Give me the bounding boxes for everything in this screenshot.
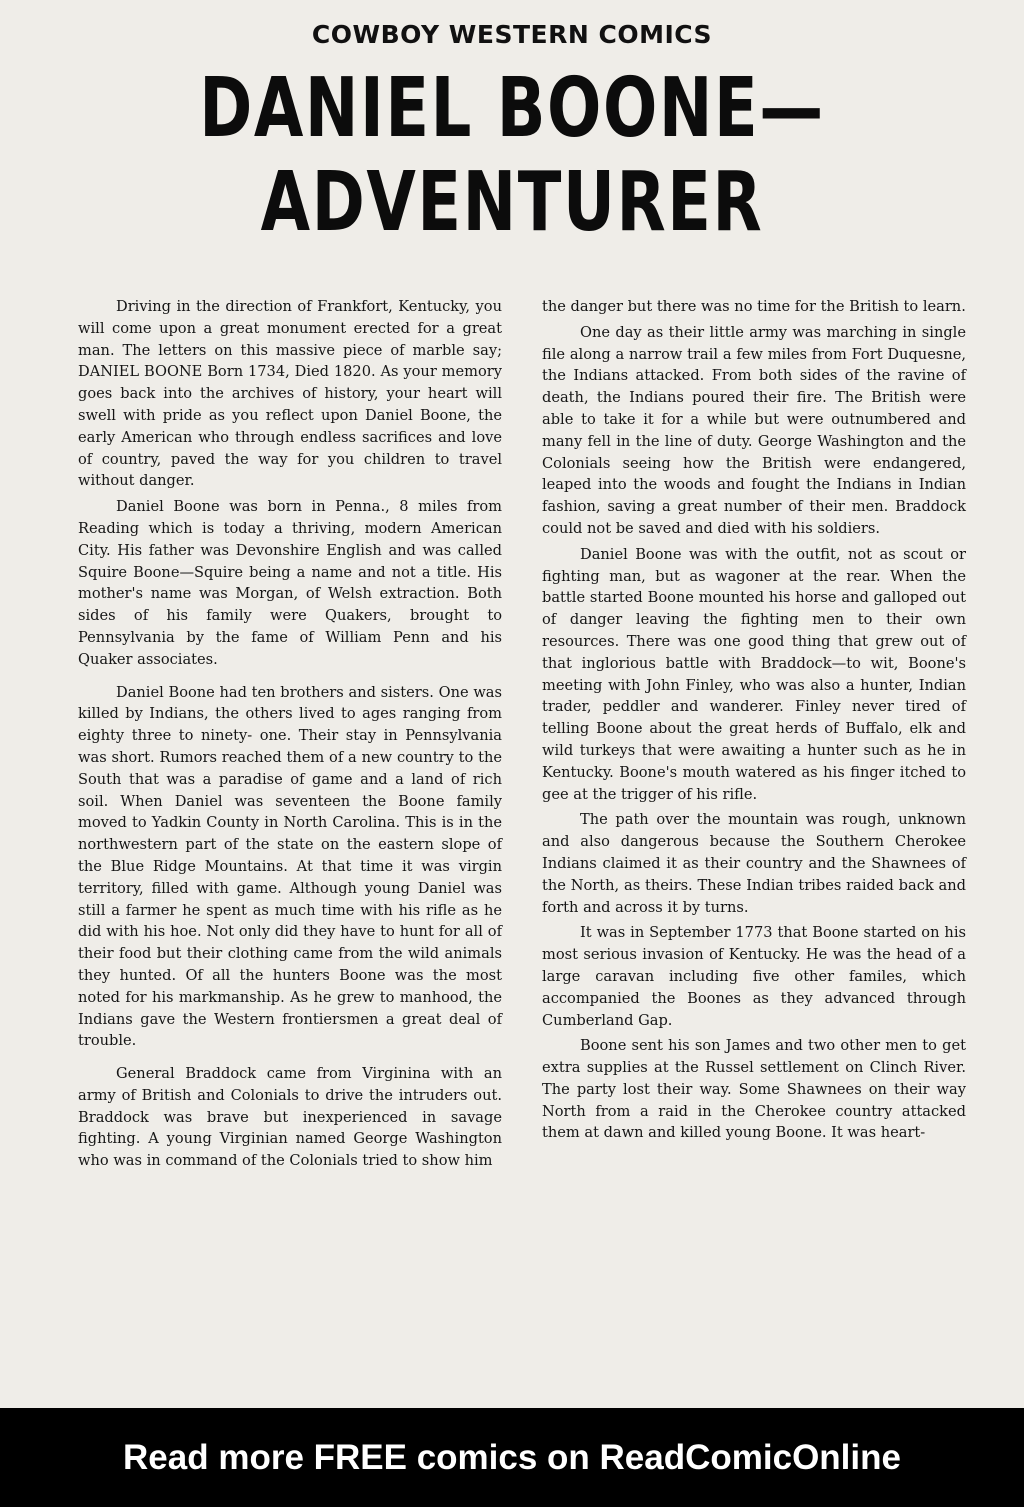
- article-left-column: [78, 296, 502, 1183]
- article-paragraph: Daniel Boone had ten brothers and sisters. One was killed by Indians, the others lived to ages ranging from eighty three to ninety- one. Their stay in Pennsylvania was short. Rumors reached them of a new country to the South that was a paradise of game and a land of rich soil. When Daniel was seventeen the Boone family moved to Yadkin County in North Carolina. This is in the northwestern part of the state on the eastern slope of the Blue Ridge Mountains. At that time it was virgin territory, filled with game. Although young Daniel was still a farmer he spent as much time with his rifle as he did with his hoe. Not only did they have to hunt for all of their food but their clothing came from the wild animals they hunted. Of all the hunters Boone was the most noted for his markmanship. As he grew to manhood, the Indians gave the Western frontiersmen a great deal of trouble.: [78, 683, 502, 1050]
- promo-banner-text[interactable]: Read more FREE comics on ReadComicOnline: [123, 1437, 901, 1477]
- article-paragraph: the danger but there was no time for the British to learn.: [542, 298, 966, 315]
- headline-line-2: ADVENTURER: [260, 155, 764, 250]
- article-paragraph: Boone sent his son James and two other men to get extra supplies at the Russel settlement on Clinch River. The party lost their way. Some Shawnees on their way North from a raid in the Cherokee country attacked them at dawn and killed young Boone. It was heart-: [542, 1037, 966, 1142]
- article-paragraph: One day as their little army was marching in single file along a narrow trail a few miles from Fort Duquesne, the Indians attacked. From both sides of the ravine of death, the Indians poured their fire. The British were able to take it for a while but were outnumbered and many fell in the line of duty. George Washington and the Colonials seeing how the British were endangered, leaped into the woods and fought the Indians in Indian fashion, saving a great number of their men. Braddock could not be saved and died with his soldiers.: [542, 323, 966, 537]
- article-paragraph: Daniel Boone was with the outfit, not as scout or fighting man, but as wagoner at the rear. When the battle started Boone mounted his horse and galloped out of danger leaving the fighting men to their own resources. There was one good thing that grew out of that inglorious battle with Braddock—to wit, Boone's meeting with John Finley, who was also a hunter, Indian trader, peddler and wanderer. Finley never tired of telling Boone about the great herds of Buffalo, elk and wild turkeys that were awaiting a hunter such as he in Kentucky. Boone's mouth watered as his finger itched to gee at the trigger of his rifle.: [542, 545, 966, 803]
- article-paragraph: It was in September 1773 that Boone started on his most serious invasion of Kentucky. He was the head of a large caravan including five other familes, which accompanied the Boones as they advanced through Cumberland Gap.: [542, 924, 966, 1029]
- article-right-column: [542, 296, 966, 1148]
- masthead-title: COWBOY WESTERN COMICS: [311, 20, 713, 49]
- article-paragraph: Daniel Boone was born in Penna., 8 miles from Reading which is today a thriving, modern American City. His father was Devonshire English and was called Squire Boone—Squire being a name and not a title. His mother's name was Morgan, of Welsh extraction. Both sides of his family were Quakers, brought to Pennsylvania by the fame of William Penn and his Quaker associates.: [78, 498, 502, 668]
- article-paragraph: General Braddock came from Virginina with an army of British and Colonials to drive the intruders out. Braddock was brave but inexperienced in savage fighting. A young Virginian named George Washington who was in command of the Colonials tried to show him: [78, 1065, 502, 1170]
- article-paragraph: The path over the mountain was rough, unknown and also dangerous because the Southern Cherokee Indians claimed it as their country and the Shawnees of the North, as theirs. These Indian tribes raided back and forth and across it by turns.: [542, 811, 966, 916]
- article-paragraph: Driving in the direction of Frankfort, Kentucky, you will come upon a great monument erected for a great man. The letters on this massive piece of marble say; DANIEL BOONE Born 1734, Died 1820. As your memory goes back into the archives of history, your heart will swell with pride as you reflect upon Daniel Boone, the early American who through endless sacrifices and love of country, paved the way for you children to travel without danger.: [78, 298, 502, 490]
- headline-line-1: DANIEL BOONE—: [199, 61, 825, 156]
- promo-banner[interactable]: [0, 1408, 1024, 1507]
